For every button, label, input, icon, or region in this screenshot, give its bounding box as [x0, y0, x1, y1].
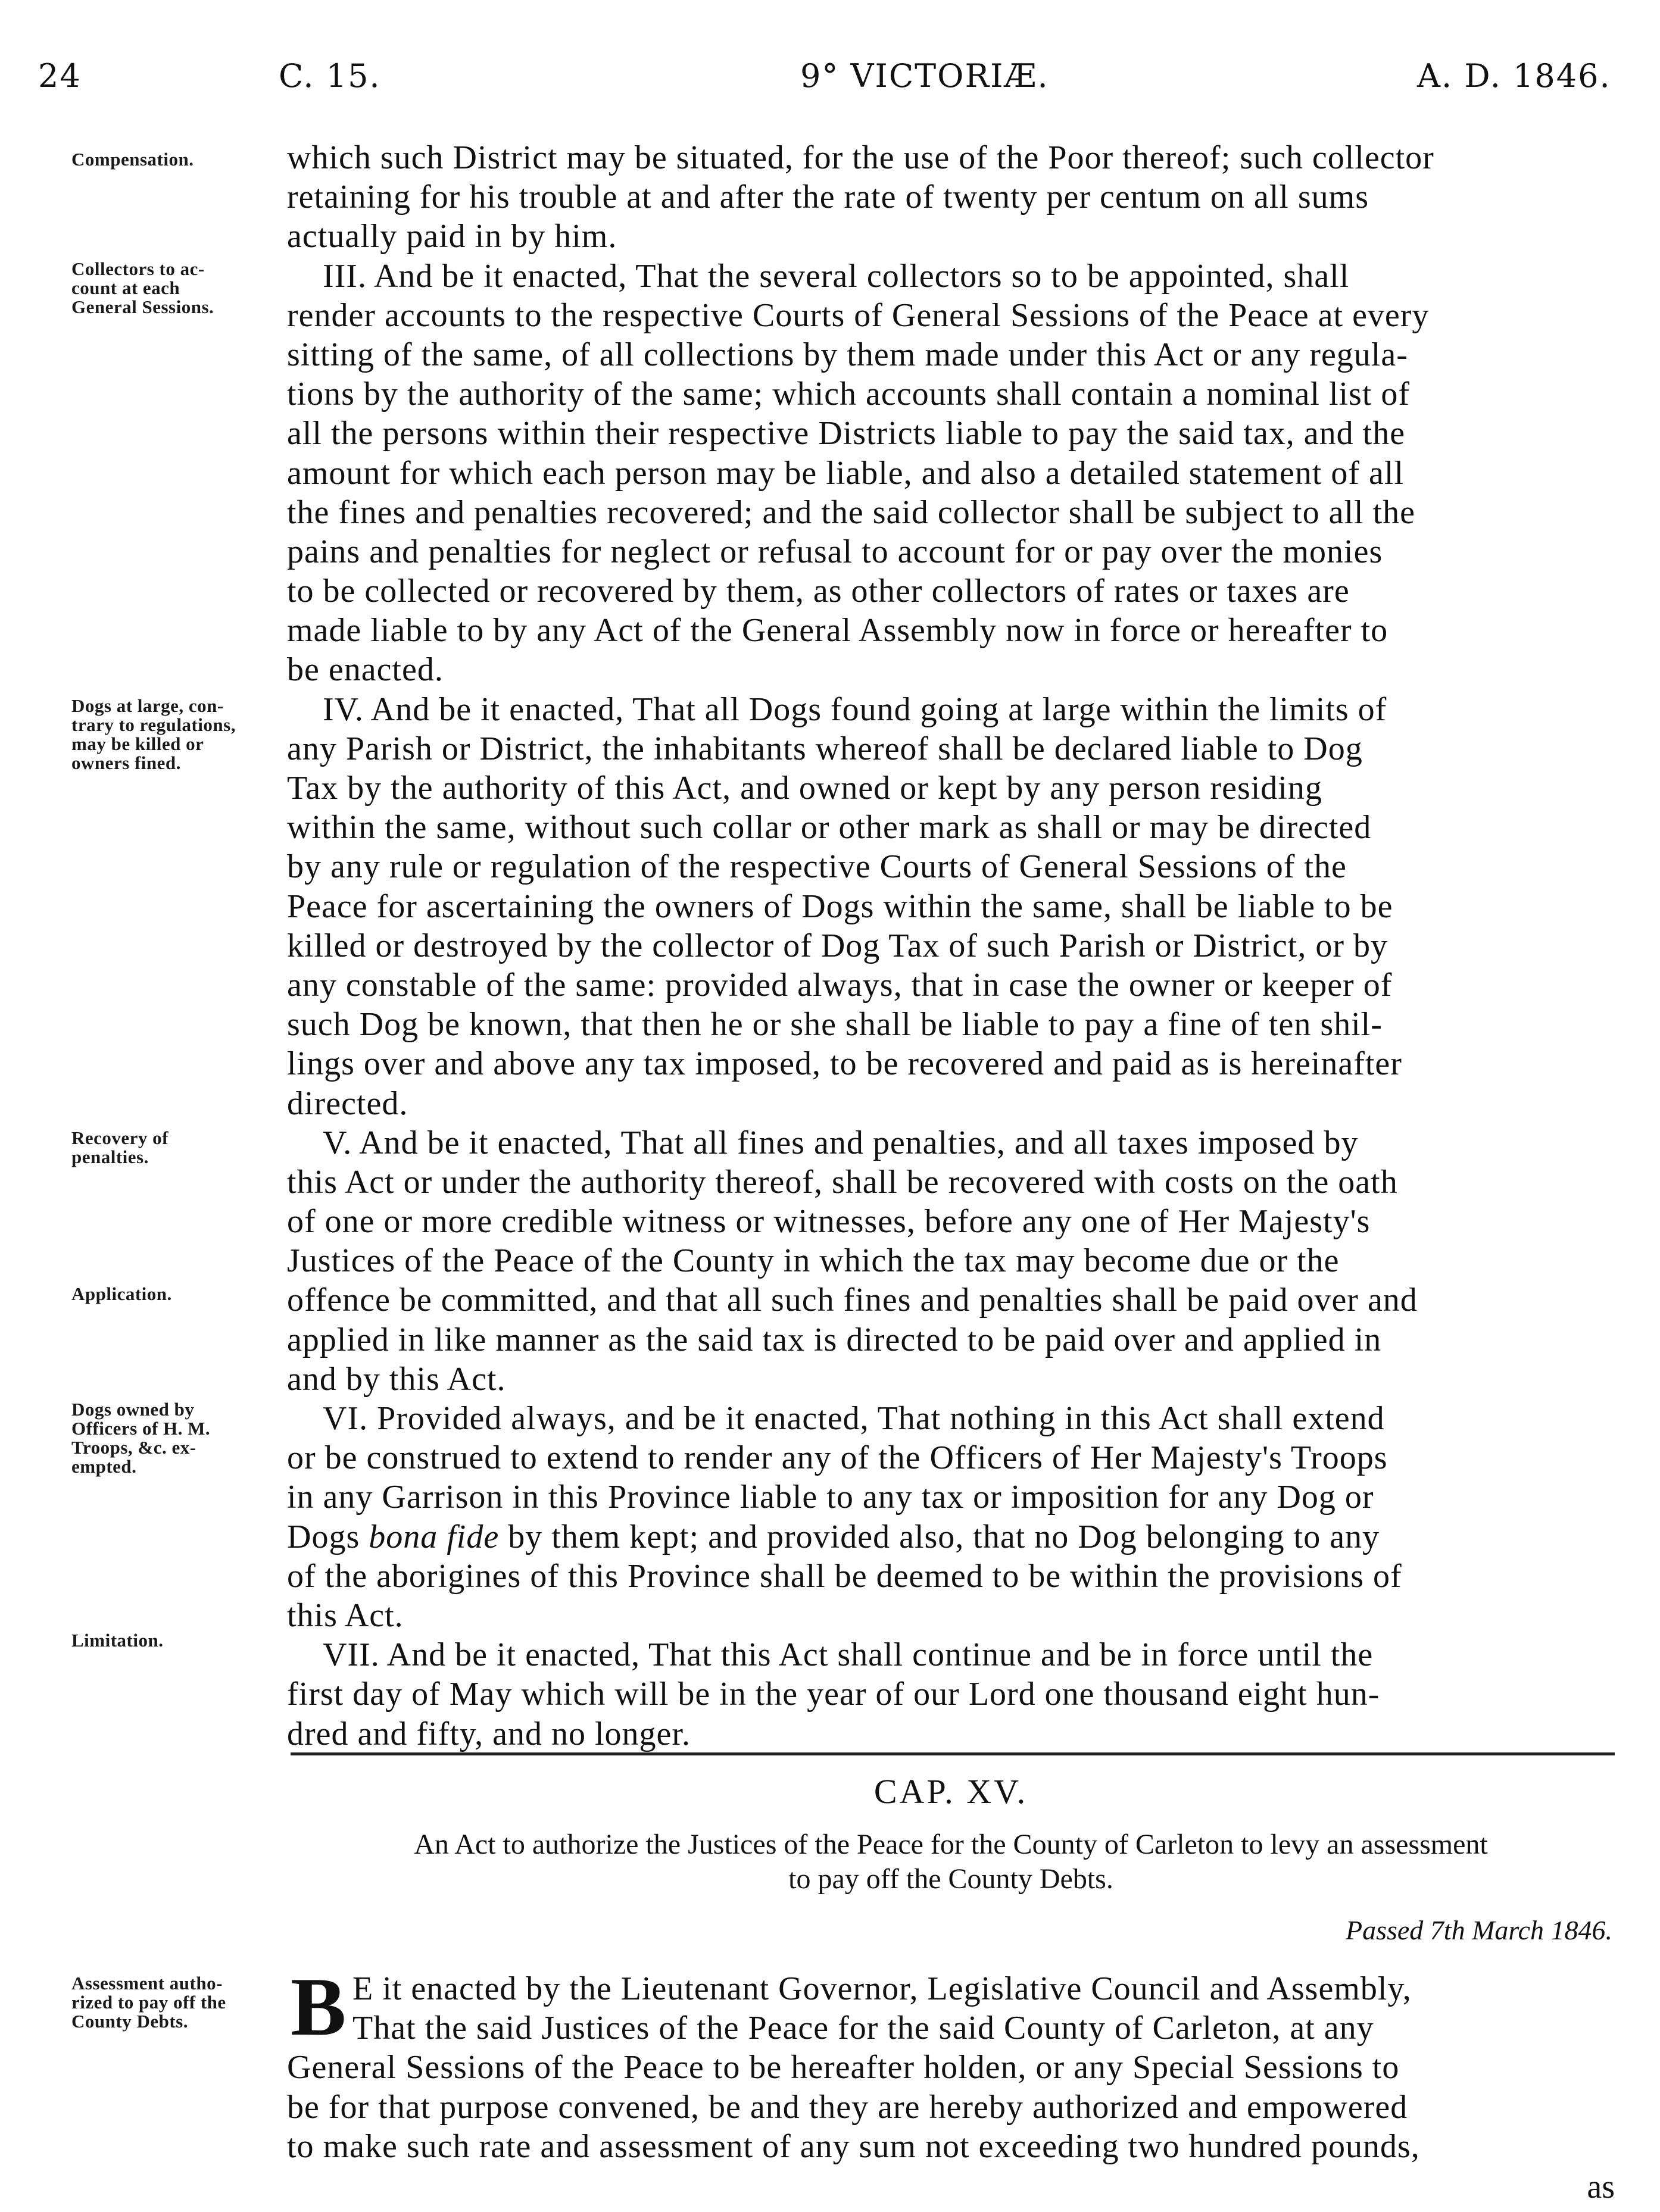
margin-note-collectors: Collectors to ac- count at each General Sessions. — [71, 258, 214, 317]
body-line: this Act. — [287, 1596, 404, 1634]
margin-note-application: Application. — [71, 1283, 172, 1304]
body-line: first day of May which will be in the year of our Lord one thousand eight hun- — [287, 1676, 1380, 1713]
body-line: That the said Justices of the Peace for the said County of Carleton, at any — [352, 2010, 1374, 2047]
body-line: any Parish or District, the inhabitants whereof shall be declared liable to Dog — [287, 730, 1363, 767]
body-line: the fines and penalties recovered; and the said collector shall be subject to all the — [287, 493, 1415, 531]
body-line: to make such rate and assessment of any sum not exceeding two hundred pounds, — [287, 2127, 1420, 2165]
body-line: all the persons within their respective Districts liable to pay the said tax, and the — [287, 415, 1406, 452]
body-line: to be collected or recovered by them, as other collectors of rates or taxes are — [287, 573, 1350, 610]
cap-description: An Act to authorize the Justices of the Peace for the County of Carleton to levy an assessment to pay off the County Debts. — [414, 1829, 1488, 1895]
body-line: offence be committed, and that all such fines and penalties shall be paid over and — [287, 1282, 1418, 1319]
body-line: render accounts to the respective Courts of General Sessions of the Peace at every — [287, 296, 1430, 334]
body-line: directed. — [287, 1085, 408, 1122]
body-line: retaining for his trouble at and after the rate of twenty per centum on all sums — [287, 179, 1369, 216]
body-line: General Sessions of the Peace to be hereafter holden, or any Special Sessions to — [287, 2049, 1400, 2086]
body-line: within the same, without such collar or other mark as shall or may be directed — [287, 809, 1372, 846]
body-line: Dogs bona fide by them kept; and provided also, that no Dog belonging to any — [287, 1518, 1380, 1555]
body-line: applied in like manner as the said tax is directed to be paid over and applied in — [287, 1321, 1382, 1358]
year-heading: A. D. 1846. — [1417, 57, 1611, 95]
body-line: which such District may be situated, for the use of the Poor thereof; such collector — [287, 139, 1434, 176]
body-line: VII. And be it enacted, That this Act shall continue and be in force until the — [323, 1636, 1374, 1674]
body-line: Justices of the Peace of the County in which the tax may become due or the — [287, 1242, 1340, 1280]
body-line: be enacted. — [287, 651, 444, 689]
body-line: pains and penalties for neglect or refusal to account for or pay over the monies — [287, 533, 1383, 570]
reign-heading: 9° VICTORIÆ. — [800, 57, 1049, 95]
body-line: IV. And be it enacted, That all Dogs found going at large within the limits of — [323, 691, 1387, 728]
body-line: in any Garrison in this Province liable to any tax or imposition for any Dog or — [287, 1479, 1374, 1516]
cap-body-text — [287, 1961, 1615, 2166]
page-number: 24 — [38, 57, 82, 95]
body-line: E it enacted by the Lieutenant Governor, Legislative Council and Assembly, — [352, 1970, 1412, 2007]
body-line: dred and fifty, and no longer. — [287, 1715, 691, 1752]
body-line: such Dog be known, that then he or she shall be liable to pay a fine of ten shil- — [287, 1006, 1383, 1043]
margin-note-limitation: Limitation. — [71, 1630, 164, 1651]
body-line: of the aborigines of this Province shall be deemed to be within the provisions of — [287, 1557, 1402, 1595]
body-line: tions by the authority of the same; which accounts shall contain a nominal list of — [287, 376, 1411, 413]
continuation-word: as — [1587, 2169, 1615, 2205]
body-line: made liable to by any Act of the General Assembly now in force or hereafter to — [287, 612, 1388, 649]
body-line: any constable of the same: provided always, that in case the owner or keeper of — [287, 966, 1393, 1004]
body-line: be for that purpose convened, be and they are hereby authorized and empowered — [287, 2088, 1408, 2126]
body-line: Tax by the authority of this Act, and owned or kept by any person residing — [287, 770, 1322, 807]
body-line: V. And be it enacted, That all fines and penalties, and all taxes imposed by — [323, 1124, 1359, 1161]
margin-note-compensation: Compensation. — [71, 149, 194, 170]
passed-date: Passed 7th March 1846. — [1345, 1915, 1612, 1945]
body-line: Peace for ascertaining the owners of Dogs within the same, shall be liable to be — [287, 888, 1393, 925]
body-line: or be construed to extend to render any of the Officers of Her Majesty's Troops — [287, 1439, 1388, 1477]
body-line: this Act or under the authority thereof, shall be recovered with costs on the oath — [287, 1163, 1398, 1201]
body-line: sitting of the same, of all collections by them made under this Act or any regula- — [287, 336, 1408, 373]
chapter-heading: C. 15. — [279, 57, 381, 95]
body-line: III. And be it enacted, That the several collectors so to be appointed, shall — [323, 257, 1350, 295]
body-line: and by this Act. — [287, 1360, 506, 1398]
body-line: by any rule or regulation of the respective Courts of General Sessions of the — [287, 848, 1347, 886]
section-rule — [291, 1752, 1615, 1755]
drop-cap: B — [291, 1961, 347, 2053]
body-line: of one or more credible witness or witnesses, before any one of Her Majesty's — [287, 1203, 1371, 1241]
body-line: lings over and above any tax imposed, to be recovered and paid as is hereinafter — [287, 1045, 1402, 1083]
body-line: killed or destroyed by the collector of Dog Tax of such Parish or District, or by — [287, 927, 1388, 964]
margin-note-recovery: Recovery of penalties. — [71, 1127, 169, 1167]
body-line: actually paid in by him. — [287, 218, 617, 255]
margin-note-dogs-at-large: Dogs at large, con- trary to regulations, may be killed or owners fined. — [71, 695, 236, 773]
margin-note-dogs-owned: Dogs owned by Officers of H. M. Troops, &c. ex- empted. — [71, 1399, 211, 1477]
margin-note-assessment: Assessment autho- rized to pay off the County Debts. — [71, 1973, 226, 2032]
body-line: VI. Provided always, and be it enacted, That nothing in this Act shall extend — [323, 1400, 1385, 1437]
body-line: amount for which each person may be liable, and also a detailed statement of all — [287, 454, 1405, 492]
cap-title: CAP. XV. — [873, 1772, 1028, 1811]
act-body-text — [287, 138, 1615, 1754]
